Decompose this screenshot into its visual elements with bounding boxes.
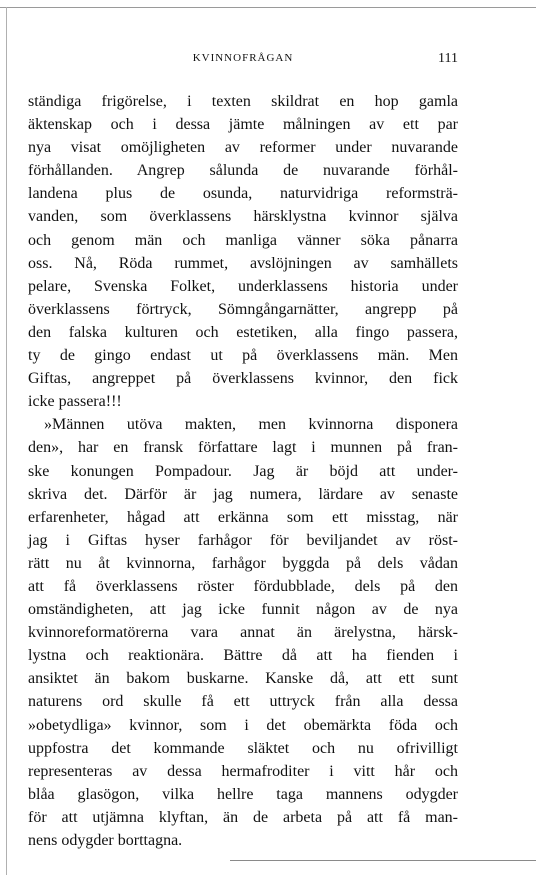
text-line: icke passera!!!	[28, 393, 122, 411]
body-text	[28, 90, 458, 852]
text-line: Giftas, angreppet på överklassens kvinnor, den fick	[28, 370, 458, 388]
text-line: vanden, som överklassens härsklystna kvinnor själva	[28, 208, 458, 226]
running-title: KVINNOFRÅGAN	[192, 52, 294, 64]
text-line: den falska kulturen och estetiken, alla fingo passera,	[28, 323, 458, 341]
text-line: ansiktet än bakom buskarne. Kanske då, att ett sunt	[28, 670, 458, 688]
text-line: landena plus de osunda, naturvidriga reformsträ-	[28, 185, 458, 203]
text-line: förhållanden. Angrep sålunda de nuvarande förhål-	[28, 162, 458, 180]
text-line: blåa glasögon, vilka hellre taga mannens odygder	[28, 785, 458, 803]
text-line: uppfostra det kommande släktet och nu ofrivilligt	[28, 739, 458, 757]
page-edge-left	[6, 7, 7, 875]
text-line: lystna och reaktionära. Bättre då att ha fienden i	[28, 647, 458, 665]
text-line: äktenskap och i dessa jämte målningen av ett par	[28, 116, 458, 134]
text-line: nens odygder borttagna.	[28, 832, 183, 849]
text-line: att få överklassens röster fördubblade, dels på den	[28, 577, 458, 595]
text-line: kvinnoreformatörerna vara annat än ärelystna, härsk-	[28, 624, 458, 642]
text-line: pelare, Svenska Folket, underklassens historia under	[28, 277, 458, 295]
text-line: naturens ord skulle få ett uttryck från alla dessa	[28, 693, 458, 711]
text-line: »obetydliga» kvinnor, som i det obemärkta föda och	[28, 716, 458, 734]
page-edge-bottom	[230, 860, 536, 861]
page-edge-top	[0, 7, 536, 8]
text-line: representeras av dessa hermafroditer i vitt hår och	[28, 762, 458, 780]
text-line: erfarenheter, hågad att erkänna som ett misstag, när	[28, 508, 458, 526]
text-line: ske konungen Pompadour. Jag är böjd att under-	[28, 462, 458, 480]
text-line: överklassens förtryck, Sömngångarnätter, angrepp på	[28, 300, 458, 318]
text-line: nya visat omöjligheten av reformer under nuvarande	[28, 139, 458, 157]
text-line: och genom män och manliga vänner söka pånarra	[28, 231, 458, 249]
text-line: »Männen utöva makten, men kvinnorna disponera	[44, 416, 458, 434]
text-line: jag i Giftas hyser farhågor för beviljandet av röst-	[28, 531, 458, 549]
page-number: 111	[438, 51, 458, 66]
text-line: ständiga frigörelse, i texten skildrat en hop gamla	[28, 93, 458, 110]
text-line: ty de gingo endast ut på överklassens män. Men	[28, 347, 458, 365]
text-line: omständigheten, att jag icke funnit någon av de nya	[28, 601, 458, 619]
text-line: den», har en fransk författare lagt i munnen på fran-	[28, 439, 458, 457]
text-line: rätt nu åt kvinnorna, farhågor byggda på dels vådan	[28, 554, 458, 572]
text-line: för att utjämna klyftan, än de arbeta på att få man-	[28, 808, 458, 826]
text-line: oss. Nå, Röda rummet, avslöjningen av samhällets	[28, 254, 458, 272]
running-head	[28, 52, 458, 70]
text-line: skriva det. Därför är jag numera, lärdare av senaste	[28, 485, 458, 503]
